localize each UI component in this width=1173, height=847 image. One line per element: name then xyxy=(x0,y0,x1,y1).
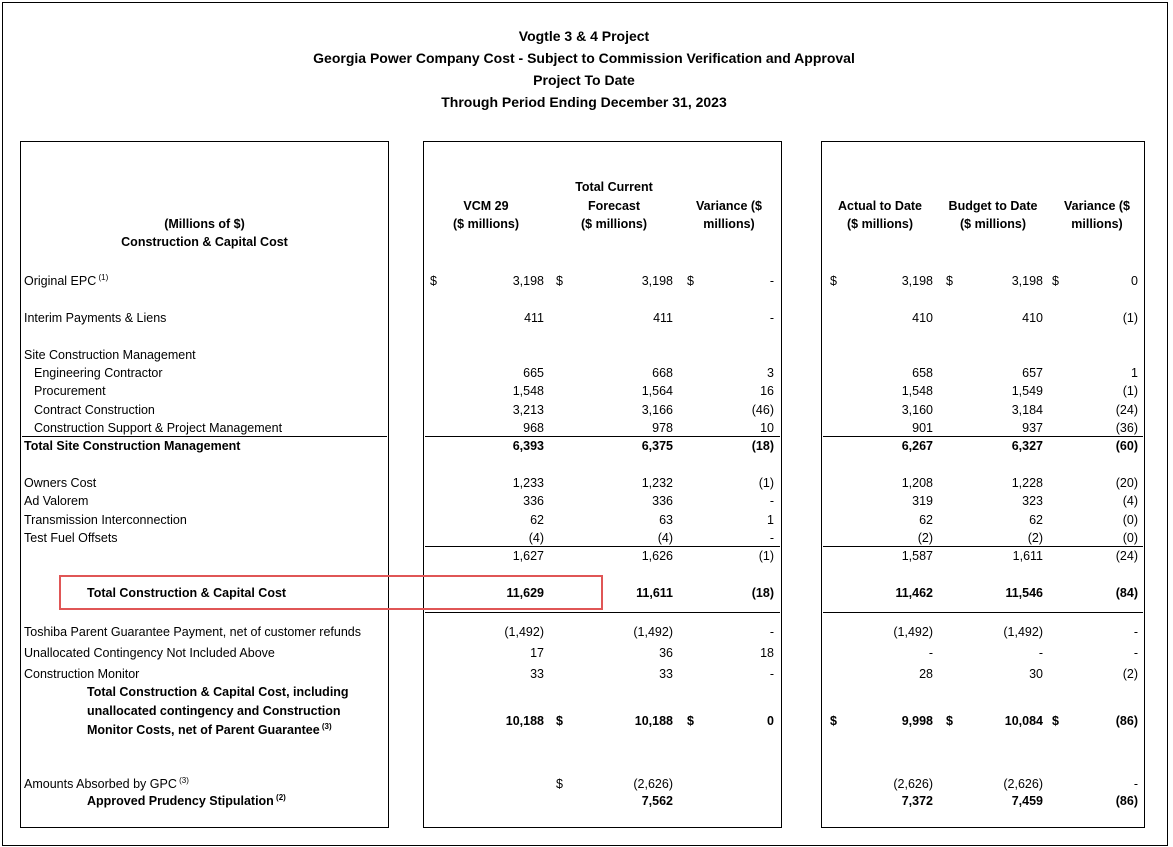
cell-value: 323 xyxy=(1022,494,1043,508)
cell-value: (1,492) xyxy=(633,625,673,639)
cell-value: 1,587 xyxy=(901,549,933,563)
cell-value: 3,198 xyxy=(1011,274,1043,288)
cell-value: (18) xyxy=(751,439,774,453)
row-label: Test Fuel Offsets xyxy=(24,531,118,545)
cell-value: 665 xyxy=(523,366,544,380)
cell-value: 3,184 xyxy=(1011,403,1043,417)
cell-value: 1,549 xyxy=(1011,384,1043,398)
row-label: Interim Payments & Liens xyxy=(24,311,167,325)
rule-line xyxy=(425,436,780,437)
rule-line xyxy=(425,612,780,613)
cell-value: 319 xyxy=(912,494,933,508)
cell-value: 62 xyxy=(1029,513,1043,527)
col-header-vcm-units: ($ millions) xyxy=(453,217,519,231)
currency-symbol: $ xyxy=(830,274,837,288)
cell-value: 10,084 xyxy=(1004,714,1043,728)
cell-value: (2,626) xyxy=(633,777,673,791)
row-label: Ad Valorem xyxy=(24,494,89,508)
row-label: Original EPC $^{(1)}$ xyxy=(24,272,109,288)
cell-value: 62 xyxy=(919,513,933,527)
currency-symbol: $ xyxy=(830,714,837,728)
report-title: Vogtle 3 & 4 Project xyxy=(518,28,650,44)
cell-value: 3 xyxy=(767,366,774,380)
cell-value: 3,198 xyxy=(512,274,544,288)
col-header-variance-actual-units: millions) xyxy=(1071,217,1123,231)
cell-value: 336 xyxy=(523,494,544,508)
rule-line xyxy=(823,612,1143,613)
cell-value: 1,548 xyxy=(901,384,933,398)
currency-symbol: $ xyxy=(1052,714,1059,728)
row-label: unallocated contingency and Construction xyxy=(87,704,341,718)
cell-value: 411 xyxy=(524,311,544,325)
cell-value: 10 xyxy=(760,421,774,435)
row-label: Contract Construction xyxy=(34,403,155,417)
units-header: (Millions of $) xyxy=(164,217,245,231)
cell-value: (2,626) xyxy=(1003,777,1043,791)
cell-value: 0 xyxy=(767,714,774,728)
cell-value: (46) xyxy=(751,403,774,417)
cell-value: 978 xyxy=(652,421,673,435)
row-label: Amounts Absorbed by GPC $^{(3)}$ xyxy=(24,775,189,791)
col-header-variance-actual: Variance ($ xyxy=(1063,199,1130,213)
cell-value: 1,627 xyxy=(512,549,544,563)
row-label: Construction Monitor xyxy=(24,667,140,681)
cell-value: 937 xyxy=(1022,421,1043,435)
cell-value: 30 xyxy=(1029,667,1043,681)
cell-value: 10,188 xyxy=(634,714,673,728)
cell-value: - xyxy=(1038,646,1043,660)
cell-value: 36 xyxy=(659,646,673,660)
currency-symbol: $ xyxy=(556,714,563,728)
cell-value: 1,208 xyxy=(901,476,933,490)
cell-value: (4) xyxy=(528,531,544,545)
col-header-forecast-units: ($ millions) xyxy=(581,217,647,231)
section-header: Construction & Capital Cost xyxy=(121,235,288,249)
currency-symbol: $ xyxy=(687,274,694,288)
col-header-vcm: VCM 29 xyxy=(463,199,509,213)
cell-value: (1,492) xyxy=(1003,625,1043,639)
cell-value: 33 xyxy=(530,667,544,681)
cell-value: 668 xyxy=(652,366,673,380)
cell-value: (86) xyxy=(1115,794,1138,808)
cell-value: - xyxy=(1133,646,1138,660)
cell-value: 336 xyxy=(652,494,673,508)
col-header-actual: Actual to Date xyxy=(837,199,923,213)
col-header-actual-units: ($ millions) xyxy=(847,217,913,231)
cell-value: 1 xyxy=(767,513,774,527)
row-label: Engineering Contractor xyxy=(34,366,163,380)
rule-line xyxy=(22,436,387,437)
cell-value: 11,462 xyxy=(895,586,933,600)
cell-value: - xyxy=(769,274,774,288)
cell-value: 1 xyxy=(1131,366,1138,380)
col-header-forecast-2: Forecast xyxy=(587,199,641,213)
rule-line xyxy=(823,546,1143,547)
cell-value: - xyxy=(1133,625,1138,639)
cell-value: (24) xyxy=(1115,549,1138,563)
cell-value: (1) xyxy=(1122,384,1138,398)
cell-value: (0) xyxy=(1122,531,1138,545)
cell-value: (1,492) xyxy=(504,625,544,639)
col-header-budget: Budget to Date xyxy=(948,199,1038,213)
cell-value: (4) xyxy=(657,531,673,545)
row-label: Procurement xyxy=(34,384,106,398)
cell-value: - xyxy=(928,646,933,660)
cell-value: (4) xyxy=(1122,494,1138,508)
row-label: Approved Prudency Stipulation $^{(2)}$ xyxy=(87,792,286,808)
row-label: Toshiba Parent Guarantee Payment, net of customer refunds xyxy=(24,625,361,639)
currency-symbol: $ xyxy=(946,714,953,728)
cell-value: 1,232 xyxy=(641,476,673,490)
cell-value: 10,188 xyxy=(505,714,544,728)
cell-value: - xyxy=(769,531,774,545)
cell-value: 9,998 xyxy=(901,714,933,728)
row-label: Transmission Interconnection xyxy=(24,513,187,527)
currency-symbol: $ xyxy=(687,714,694,728)
cell-value: (1) xyxy=(758,476,774,490)
rule-line xyxy=(425,546,780,547)
cell-value: 1,228 xyxy=(1011,476,1043,490)
cell-value: (36) xyxy=(1115,421,1138,435)
cell-value: 63 xyxy=(659,513,673,527)
row-label: Total Construction & Capital Cost xyxy=(87,586,287,600)
cell-value: (86) xyxy=(1115,714,1138,728)
cell-value: - xyxy=(769,625,774,639)
cell-value: 1,564 xyxy=(641,384,673,398)
cell-value: 411 xyxy=(653,311,673,325)
cell-value: 901 xyxy=(912,421,933,435)
cell-value: (24) xyxy=(1115,403,1138,417)
currency-symbol: $ xyxy=(556,274,563,288)
cell-value: 0 xyxy=(1131,274,1138,288)
report-subtitle: Georgia Power Company Cost - Subject to Commission Verification and Approval xyxy=(313,50,855,66)
cell-value: - xyxy=(769,311,774,325)
row-label: Total Construction & Capital Cost, including xyxy=(87,685,349,699)
cell-value: (20) xyxy=(1115,476,1138,490)
cell-value: 11,611 xyxy=(636,586,673,600)
currency-symbol: $ xyxy=(556,777,563,791)
cell-value: (2,626) xyxy=(893,777,933,791)
cell-value: 968 xyxy=(523,421,544,435)
cell-value: (60) xyxy=(1115,439,1138,453)
cell-value: 410 xyxy=(912,311,933,325)
cell-value: (1) xyxy=(758,549,774,563)
col-header-forecast: Total Current xyxy=(575,180,653,194)
cell-value: 3,166 xyxy=(641,403,673,417)
rule-line xyxy=(823,436,1143,437)
cell-value: 658 xyxy=(912,366,933,380)
cell-value: 6,327 xyxy=(1011,439,1043,453)
cell-value: 1,626 xyxy=(641,549,673,563)
cell-value: (0) xyxy=(1122,513,1138,527)
cell-value: (2) xyxy=(1027,531,1043,545)
cell-value: 3,198 xyxy=(901,274,933,288)
cell-value: (2) xyxy=(1122,667,1138,681)
cell-value: - xyxy=(769,667,774,681)
row-label: Total Site Construction Management xyxy=(24,439,241,453)
cell-value: (84) xyxy=(1115,586,1138,600)
row-label: Site Construction Management xyxy=(24,348,196,362)
cell-value: 7,372 xyxy=(901,794,933,808)
col-header-budget-units: ($ millions) xyxy=(960,217,1026,231)
cell-value: 1,611 xyxy=(1012,549,1043,563)
row-label: Unallocated Contingency Not Included Above xyxy=(24,646,275,660)
cell-value: 3,213 xyxy=(512,403,544,417)
cell-value: 62 xyxy=(530,513,544,527)
cell-value: 7,562 xyxy=(641,794,673,808)
cell-value: 11,629 xyxy=(506,586,544,600)
cell-value: 6,267 xyxy=(901,439,933,453)
currency-symbol: $ xyxy=(946,274,953,288)
cell-value: 3,198 xyxy=(641,274,673,288)
cell-value: 11,546 xyxy=(1005,586,1043,600)
cell-value: 1,548 xyxy=(512,384,544,398)
cell-value: 6,393 xyxy=(512,439,544,453)
col-header-variance-units: millions) xyxy=(703,217,755,231)
cell-value: 7,459 xyxy=(1011,794,1043,808)
cell-value: (1,492) xyxy=(893,625,933,639)
row-label: Construction Support & Project Management xyxy=(34,421,283,435)
cell-value: 33 xyxy=(659,667,673,681)
cell-value: (2) xyxy=(917,531,933,545)
cell-value: 18 xyxy=(760,646,774,660)
col-header-variance: Variance ($ xyxy=(695,199,762,213)
cell-value: (18) xyxy=(751,586,774,600)
currency-symbol: $ xyxy=(1052,274,1059,288)
cell-value: 16 xyxy=(760,384,774,398)
cell-value: - xyxy=(1133,777,1138,791)
cell-value: 3,160 xyxy=(901,403,933,417)
report-period: Through Period Ending December 31, 2023 xyxy=(441,94,727,110)
currency-symbol: $ xyxy=(430,274,437,288)
cell-value: (1) xyxy=(1122,311,1138,325)
cell-value: 657 xyxy=(1022,366,1043,380)
cell-value: 17 xyxy=(530,646,544,660)
cell-value: 28 xyxy=(919,667,933,681)
cell-value: 410 xyxy=(1022,311,1043,325)
cell-value: - xyxy=(769,494,774,508)
cell-value: 6,375 xyxy=(641,439,673,453)
row-label: Monitor Costs, net of Parent Guarantee $^{(3)}$ xyxy=(87,721,332,737)
row-label: Owners Cost xyxy=(24,476,97,490)
cell-value: 1,233 xyxy=(512,476,544,490)
report-scope: Project To Date xyxy=(533,72,635,88)
